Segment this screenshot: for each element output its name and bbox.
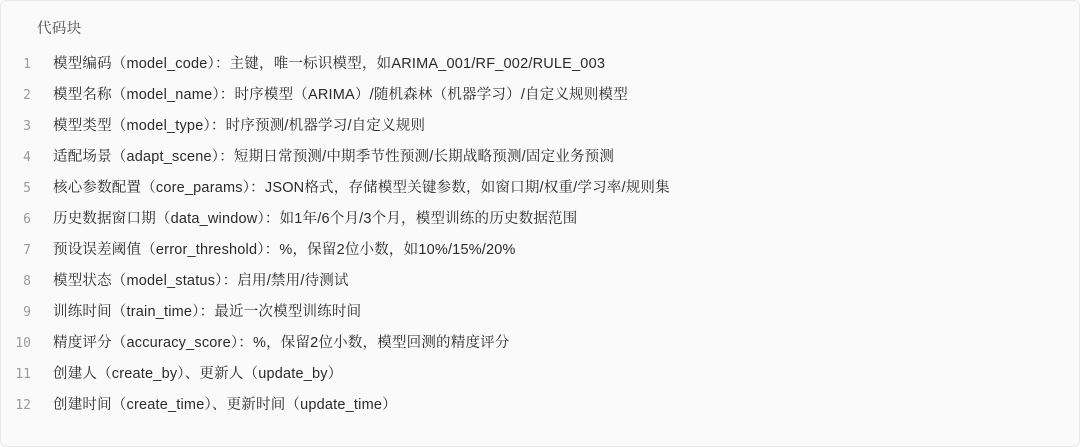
line-content: 适配场景（adapt_scene）：短期日常预测/中期季节性预测/长期战略预测/固定业务预测 bbox=[53, 149, 615, 165]
line-content: 模型编码（model_code）：主键，唯一标识模型，如ARIMA_001/RF_002/RULE_003 bbox=[53, 56, 606, 72]
code-line bbox=[1, 235, 1079, 266]
code-line bbox=[1, 266, 1079, 297]
line-content: 模型类型（model_type）：时序预测/机器学习/自定义规则 bbox=[53, 118, 426, 134]
line-number: 1 bbox=[23, 57, 31, 72]
code-line bbox=[1, 359, 1079, 390]
line-number: 5 bbox=[23, 181, 31, 196]
line-content: 模型名称（model_name）：时序模型（ARIMA）/随机森林（机器学习）/自定义规则模型 bbox=[53, 87, 628, 103]
code-line bbox=[1, 328, 1079, 359]
line-number: 3 bbox=[23, 119, 31, 134]
line-number: 6 bbox=[23, 212, 31, 227]
line-number: 7 bbox=[23, 243, 31, 258]
code-line bbox=[1, 297, 1079, 328]
code-line bbox=[1, 49, 1079, 80]
line-number: 2 bbox=[23, 88, 31, 103]
code-line-list bbox=[1, 49, 1079, 421]
line-number: 12 bbox=[15, 398, 31, 413]
line-content: 模型状态（model_status）：启用/禁用/待测试 bbox=[53, 273, 349, 289]
line-number: 11 bbox=[15, 367, 31, 382]
code-line bbox=[1, 111, 1079, 142]
code-block-title: 代码块 bbox=[37, 21, 82, 37]
line-content: 创建时间（create_time）、更新时间（update_time） bbox=[53, 397, 397, 413]
line-content: 训练时间（train_time）：最近一次模型训练时间 bbox=[53, 304, 362, 320]
line-content: 历史数据窗口期（data_window）：如1年/6个月/3个月，模型训练的历史数据范围 bbox=[53, 211, 578, 227]
line-content: 核心参数配置（core_params）：JSON格式，存储模型关键参数，如窗口期/权重/学习率/规则集 bbox=[53, 180, 670, 196]
line-number: 4 bbox=[23, 150, 31, 165]
line-number: 8 bbox=[23, 274, 31, 289]
code-line bbox=[1, 80, 1079, 111]
code-line bbox=[1, 173, 1079, 204]
line-content: 创建人（create_by）、更新人（update_by） bbox=[53, 366, 343, 382]
line-content: 精度评分（accuracy_score）：%，保留2位小数，模型回测的精度评分 bbox=[53, 335, 510, 351]
line-content: 预设误差阈值（error_threshold）：%，保留2位小数，如10%/15%/20% bbox=[53, 242, 516, 258]
code-line bbox=[1, 390, 1079, 421]
line-number: 10 bbox=[15, 336, 31, 351]
line-number: 9 bbox=[23, 305, 31, 320]
code-line bbox=[1, 142, 1079, 173]
code-line bbox=[1, 204, 1079, 235]
